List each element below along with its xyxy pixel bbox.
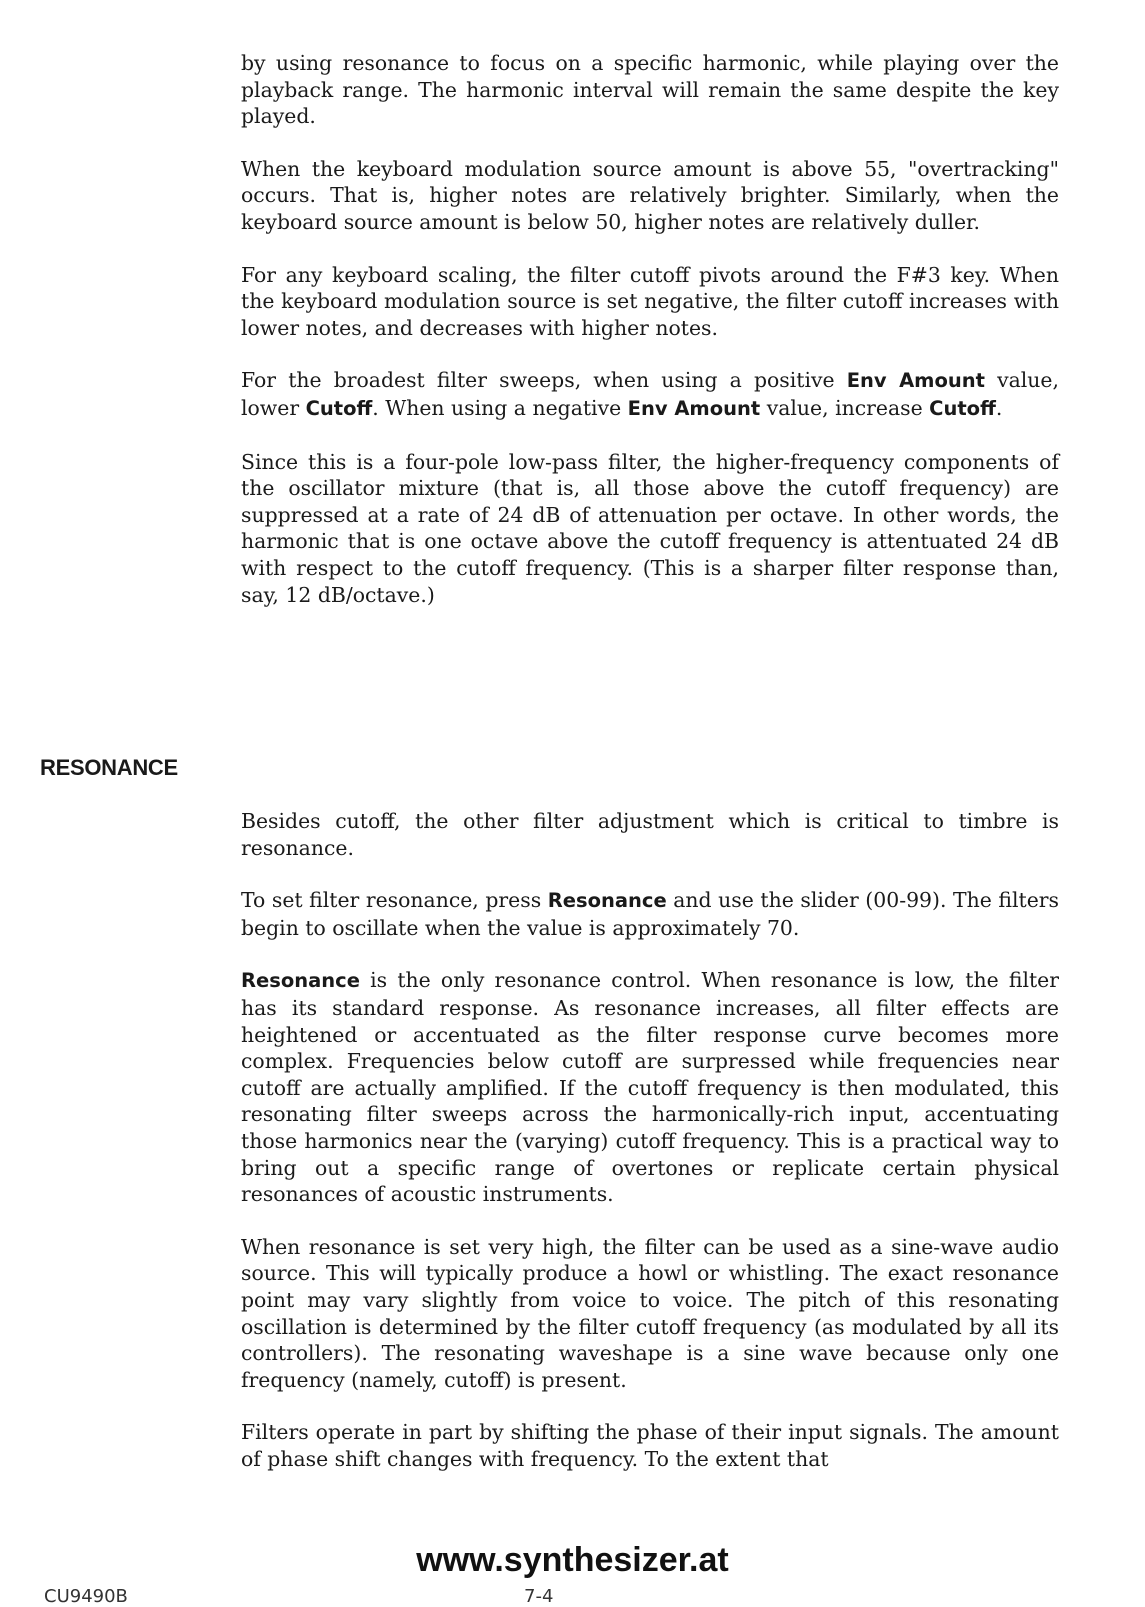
paragraph-sine-wave-source: When resonance is set very high, the filter can be used as a sine-wave audio source. This will typically produce a howl or whistling. The exact resonance point may vary slightly from voice to voice. The pitch of this resonating oscillation is determined by the filter cutoff frequency (as modulated by all its controllers). The resonating waveshape is a sine wave because only one frequency (namely, cutoff) is present. — [241, 1234, 1059, 1392]
term-env-amount: Env Amount — [846, 369, 985, 393]
paragraph-four-pole-filter: Since this is a four-pole low-pass filter, the higher-frequency components of the oscillator mixture (that is, all those above the cutoff frequency) are suppressed at a rate of 24 dB of attenuation per octave. In other words, the harmonic that is one octave above the cutoff frequency is attentuated 24 dB with respect to the cutoff frequency. (This is a sharper filter response than, say, 12 dB/octave.) — [241, 449, 1059, 607]
paragraph-harmonic-focus: by using resonance to focus on a specific harmonic, while playing over the playback range. The harmonic interval will remain the same despite the key played. — [241, 51, 1059, 129]
resonance-text-block — [241, 808, 1059, 1472]
paragraph-overtracking: When the keyboard modulation source amount is above 55, "overtracking" occurs. That is, higher notes are relatively brighter. Similarly, when the keyboard source amount is below 50, higher notes are relatively duller. — [241, 156, 1059, 234]
paragraph-keyboard-scaling: For any keyboard scaling, the filter cutoff pivots around the F#3 key. When the keyboard modulation source is set negative, the filter cutoff increases with lower notes, and decreases with higher notes. — [241, 262, 1059, 340]
footer-doc-code: CU9490B — [44, 1586, 128, 1607]
term-resonance: Resonance — [241, 969, 360, 993]
watermark-url: www.synthesizer.at — [416, 1541, 729, 1579]
footer-page-number: 7-4 — [524, 1586, 554, 1607]
section-heading-resonance: RESONANCE — [40, 755, 178, 780]
paragraph-set-resonance: To set filter resonance, press Resonance and use the slider (00-99). The filters begin to oscillate when the value is approximately 70. — [241, 888, 1059, 940]
term-cutoff: Cutoff — [929, 396, 996, 420]
term-env-amount: Env Amount — [627, 396, 761, 420]
paragraph-resonance-intro: Besides cutoff, the other filter adjustment which is critical to timbre is resonance. — [241, 809, 1059, 860]
paragraph-phase-shift: Filters operate in part by shifting the phase of their input signals. The amount of phase shift changes with frequency. To the extent that — [241, 1420, 1059, 1471]
paragraph-resonance-control: Resonance is the only resonance control. When resonance is low, the filter has its standard response. As resonance increases, all filter effects are heightened or accentuated as the filter response curve becomes more complex. Frequencies below cutoff are surpressed while frequencies near cutoff are actually amplified. If the cutoff frequency is then modulated, this resonating filter sweeps across the harmonically-rich input, accentuating those harmonics near the (varying) cutoff frequency. This is a practical way to bring out a specific range of overtones or replicate certain physical resonances of acoustic instruments. — [241, 968, 1059, 1207]
filter-text-block — [241, 50, 1059, 608]
term-cutoff: Cutoff — [305, 396, 373, 420]
term-resonance: Resonance — [547, 889, 667, 913]
paragraph-filter-sweeps: For the broadest filter sweeps, when using a positive Env Amount value, lower Cutoff. When using a negative Env Amount value, increase Cutoff. — [241, 368, 1059, 420]
